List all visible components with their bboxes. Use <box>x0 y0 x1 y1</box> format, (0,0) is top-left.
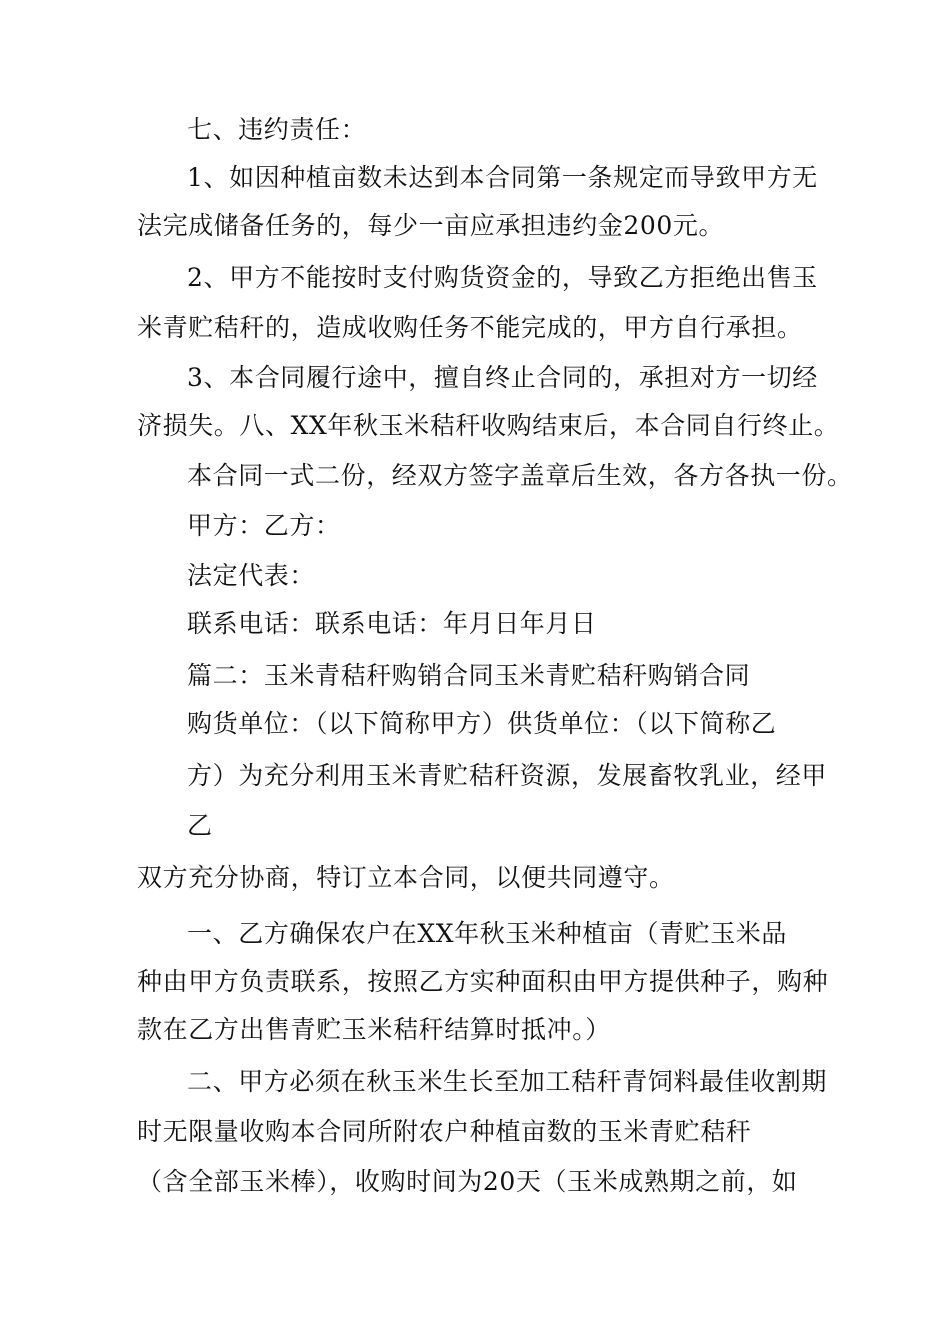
paragraph-line: 种由甲方负责联系，按照乙方实种面积由甲方提供种子，购种 <box>137 967 829 996</box>
paragraph-line: 购货单位：（以下简称甲方）供货单位：（以下简称乙 <box>187 709 777 738</box>
paragraph-line: 法完成储备任务的，每少一亩应承担违约金200元。 <box>137 211 725 240</box>
paragraph-line: 济损失。八、XX年秋玉米秸秆收购结束后，本合同自行终止。 <box>137 411 840 440</box>
paragraph-line: 乙 <box>187 811 213 840</box>
paragraph-line: 款在乙方出售青贮玉米秸秆结算时抵冲。） <box>137 1015 611 1044</box>
signature-parties-line: 甲方：乙方： <box>187 511 341 540</box>
paragraph-line: 1、如因种植亩数未达到本合同第一条规定而导致甲方无 <box>187 163 818 192</box>
paragraph-line: 方）为充分利用玉米青贮秸秆资源，发展畜牧乳业，经甲 <box>187 761 828 790</box>
paragraph-line: 2、甲方不能按时支付购货资金的，导致乙方拒绝出售玉 <box>187 263 818 292</box>
section-heading-breach-liability: 七、违约责任： <box>187 115 367 144</box>
paragraph-line: 二、甲方必须在秋玉米生长至加工秸秆青饲料最佳收割期 <box>187 1067 828 1096</box>
part-two-title: 篇二：玉米青秸秆购销合同玉米青贮秸秆购销合同 <box>187 661 751 690</box>
paragraph-line: 本合同一式二份，经双方签字盖章后生效，各方各执一份。 <box>187 461 853 490</box>
paragraph-line: 一、乙方确保农户在XX年秋玉米种植亩（青贮玉米品 <box>187 919 787 948</box>
paragraph-line: 双方充分协商，特订立本合同，以便共同遵守。 <box>137 863 675 892</box>
paragraph-line: 时无限量收购本合同所附农户种植亩数的玉米青贮秸秆 <box>137 1117 752 1146</box>
contact-phone-line: 联系电话：联系电话：年月日年月日 <box>187 609 597 638</box>
paragraph-line: 3、本合同履行途中，擅自终止合同的，承担对方一切经 <box>187 363 818 392</box>
paragraph-line: 米青贮秸秆的，造成收购任务不能完成的，甲方自行承担。 <box>137 313 803 342</box>
legal-representative-line: 法定代表： <box>187 561 316 590</box>
paragraph-line: （含全部玉米棒），收购时间为20天（玉米成熟期之前，如 <box>137 1167 798 1196</box>
